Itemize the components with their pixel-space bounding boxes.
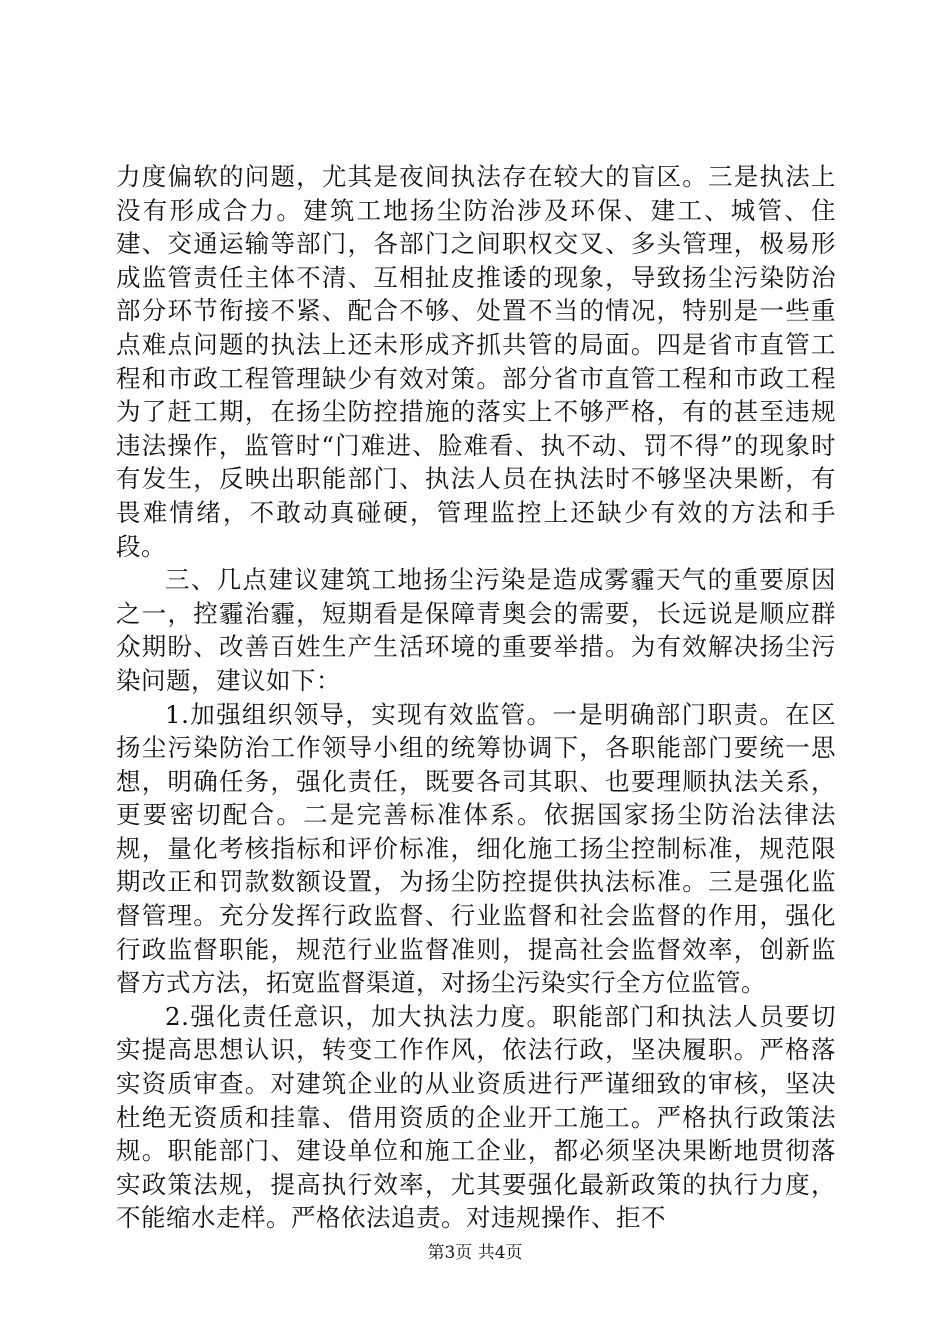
paragraph-section-3-suggestions: 三、几点建议建筑工地扬尘污染是造成雾霾天气的重要原因之一，控霾治霾，短期看是保障青奥会的需要，长远说是顺应群众期盼、改善百姓生产生活环境的重要举措。为有效解决扬尘污染问题，建议如下： bbox=[116, 565, 836, 695]
document-body bbox=[116, 160, 836, 1235]
paragraph-item-2: 2.强化责任意识，加大执法力度。职能部门和执法人员要切实提高思想认识，转变工作作风，依法行政，坚决履职。严格落实资质审查。对建筑企业的从业资质进行严谨细致的审核，坚决杜绝无资质和挂靠、借用资质的企业开工施工。严格执行政策法规。职能部门、建设单位和施工企业，都必须坚决果断地贯彻落实政策法规，提高执行效率，尤其要强化最新政策的执行力度，不能缩水走样。严格依法追责。对违规操作、拒不 bbox=[116, 1001, 836, 1233]
paragraph-item-1: 1.加强组织领导，实现有效监管。一是明确部门职责。在区扬尘污染防治工作领导小组的统筹协调下，各职能部门要统一思想，明确任务，强化责任，既要各司其职、也要理顺执法关系，更要密切配合。二是完善标准体系。依据国家扬尘防治法律法规，量化考核指标和评价标准，细化施工扬尘控制标准，规范限期改正和罚款数额设置，为扬尘防控提供执法标准。三是强化监督管理。充分发挥行政监督、行业监督和社会监督的作用，强化行政监督职能，规范行业监督准则，提高社会监督效率，创新监督方式方法，拓宽监督渠道，对扬尘污染实行全方位监管。 bbox=[116, 699, 836, 998]
page-number-label: 第3页 共4页 bbox=[427, 1243, 523, 1263]
page-footer bbox=[0, 1242, 950, 1264]
paragraph-continuation: 力度偏软的问题，尤其是夜间执法存在较大的盲区。三是执法上没有形成合力。建筑工地扬尘防治涉及环保、建工、城管、住建、交通运输等部门，各部门之间职权交叉、多头管理，极易形成监管责任主体不清、互相扯皮推诿的现象，导致扬尘污染防治部分环节衔接不紧、配合不够、处置不当的情况，特别是一些重点难点问题的执法上还未形成齐抓共管的局面。四是省市直管工程和市政工程管理缺少有效对策。部分省市直管工程和市政工程为了赶工期，在扬尘防控措施的落实上不够严格，有的甚至违规违法操作，监管时“门难进、脸难看、执不动、罚不得”的现象时有发生，反映出职能部门、执法人员在执法时不够坚决果断，有畏难情绪，不敢动真碰硬，管理监控上还缺少有效的方法和手段。 bbox=[116, 162, 836, 561]
